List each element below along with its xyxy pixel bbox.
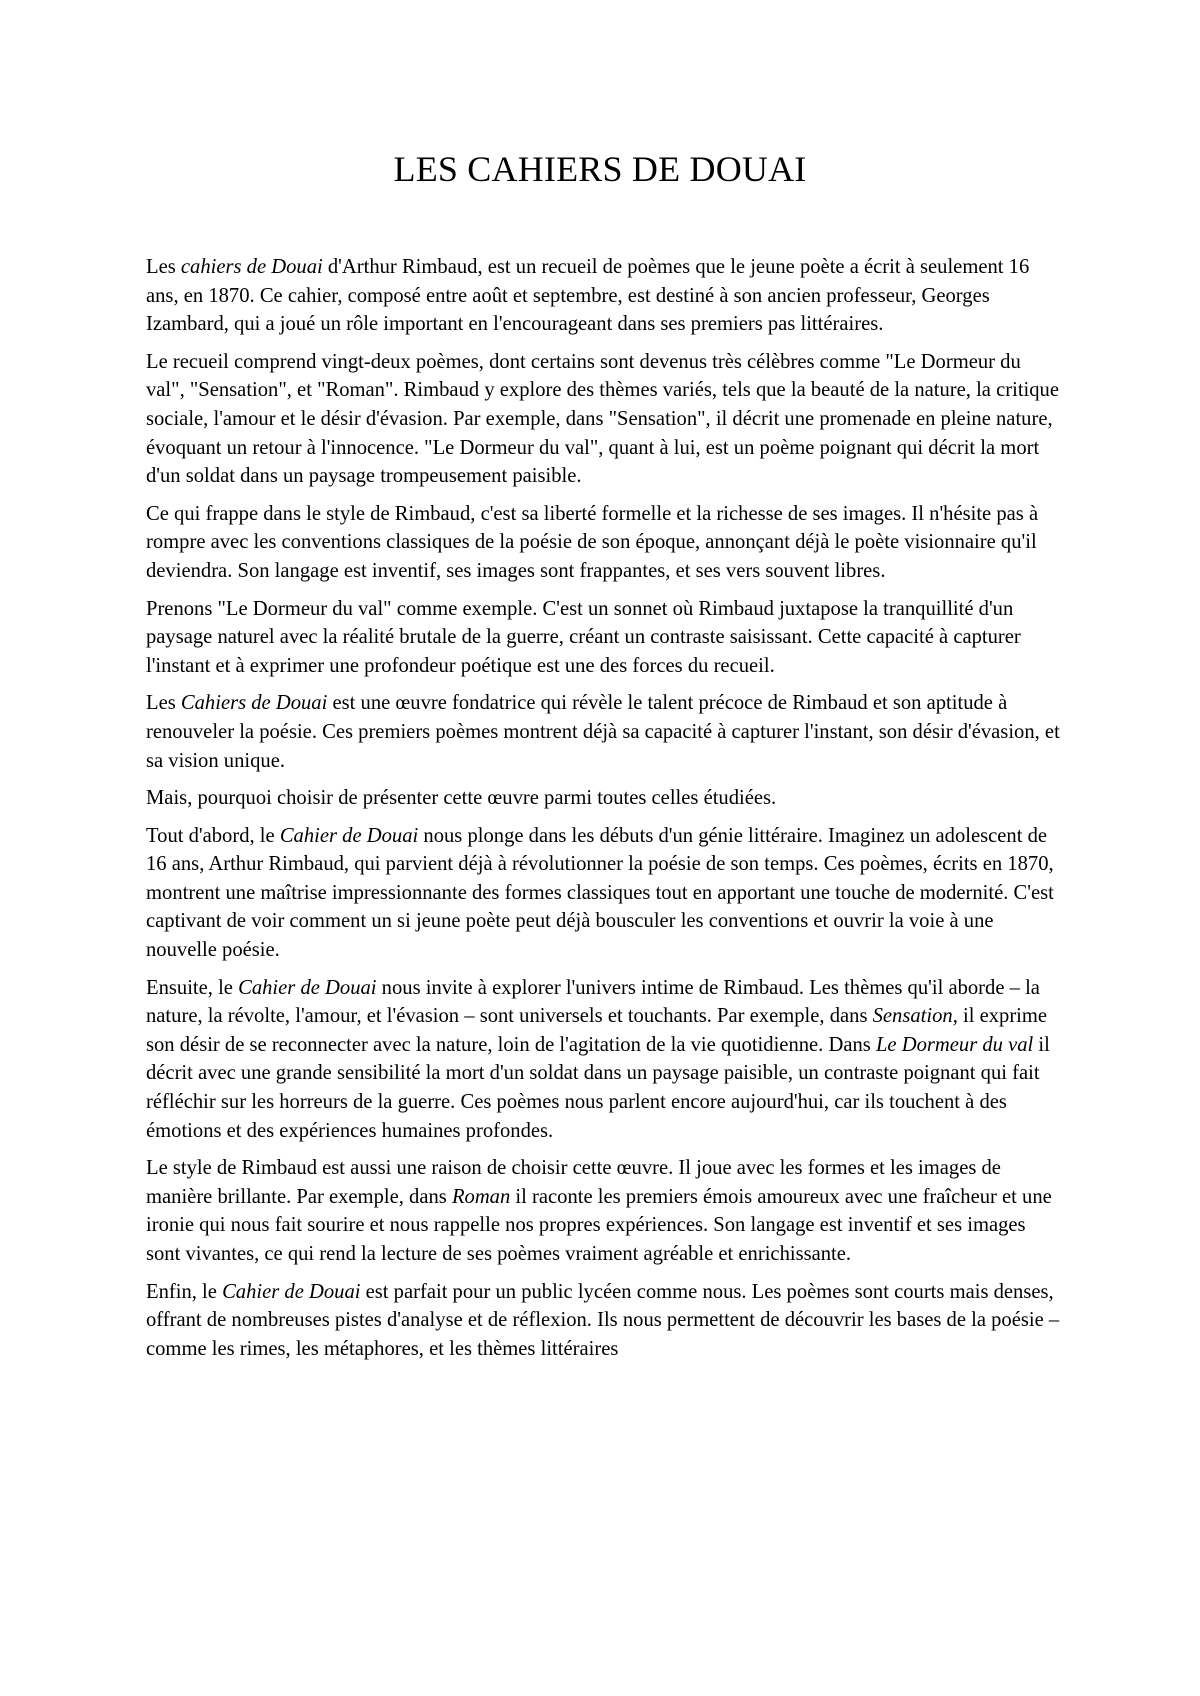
italic-title-text: Cahier de Douai: [222, 1280, 361, 1303]
body-paragraph: [146, 974, 1060, 1146]
paragraph-text: Mais, pourquoi choisir de présenter cette œuvre parmi toutes celles étudiées.: [146, 787, 777, 810]
italic-title-text: Sensation: [872, 1005, 953, 1028]
paragraph-text: Tout d'abord, le: [146, 824, 280, 847]
page-title: LES CAHIERS DE DOUAI: [393, 149, 807, 189]
paragraph-text: Le style de Rimbaud est aussi une raison de choisir cette œuvre. Il joue avec les formes et les images de manière brillante. Par exemple, dans: [146, 1157, 1001, 1208]
body-paragraph: [146, 348, 1060, 491]
body-paragraph: [146, 822, 1060, 965]
paragraph-text: Le recueil comprend vingt-deux poèmes, dont certains sont devenus très célèbres comme "Le Dormeur du val", "Sensation", et "Roman". Rimbaud y explore des thèmes variés, tels que la beauté de la nature, la critique sociale, l'amour et le désir d'évasion. Par exemple, dans "Sensation", il décrit une promenade en pleine nature, évoquant un retour à l'innocence. "Le Dormeur du val", quant à lui, est un poème poignant qui décrit la mort d'un soldat dans un paysage trompeusement paisible.: [146, 350, 1059, 488]
paragraph-text: d'Arthur Rimbaud, est un recueil de poèmes que le jeune poète a écrit à seulement 16 ans, en 1870. Ce cahier, composé entre août et septembre, est destiné à son ancien professeur, Georges Izambard, qui a joué un rôle important en l'encourageant dans ses premiers pas littéraires.: [146, 256, 1030, 336]
body-paragraph: [146, 253, 1060, 339]
paragraph-text: nous invite à explorer l'univers intime de Rimbaud. Les thèmes qu'il aborde – la nature, la révolte, l'amour, et l'évasion – sont universels et touchants. Par exemple, dans: [146, 976, 1040, 1028]
paragraph-text: Ce qui frappe dans le style de Rimbaud, c'est sa liberté formelle et la richesse de ses images. Il n'hésite pas à rompre avec les conventions classiques de la poésie de son époque, annonçant déjà le poète visionnaire qu'il deviendra. Son langage est inventif, ses images sont frappantes, et ses vers souvent libres.: [146, 502, 1039, 582]
document-body: [146, 253, 1060, 1372]
paragraph-text: est une œuvre fondatrice qui révèle le talent précoce de Rimbaud et son aptitude à renouveler la poésie. Ces premiers poèmes montrent déjà sa capacité à capturer l'instant, son désir d'évasion, et sa vision unique.: [146, 692, 1060, 772]
paragraph-text: Ensuite, le: [146, 976, 239, 999]
italic-title-text: Cahier de Douai: [279, 824, 419, 847]
body-paragraph: [146, 784, 1060, 813]
paragraph-text: Enfin, le: [146, 1280, 223, 1303]
italic-title-text: Le Dormeur du val: [875, 1033, 1034, 1056]
body-paragraph: [146, 689, 1060, 775]
italic-title-text: Roman: [451, 1185, 511, 1208]
paragraph-text: Les: [146, 692, 181, 715]
paragraph-text: il décrit avec une grande sensibilité la mort d'un soldat dans un paysage paisible, un contraste poignant qui fait réfléchir sur les horreurs de la guerre. Ces poèmes nous parlent encore aujourd'hui, car ils touchent à des émotions et des expériences humaines profondes.: [146, 1033, 1050, 1142]
italic-title-text: Cahiers de Douai: [180, 692, 328, 715]
paragraph-text: nous plonge dans les débuts d'un génie littéraire. Imaginez un adolescent de 16 ans, Arthur Rimbaud, qui parvient déjà à révolutionner la poésie de son temps. Ces poèmes, écrits en 1870, montrent une maîtrise impressionnante des formes classiques tout en apportant une touche de modernité. C'est captivant de voir comment un si jeune poète peut déjà bousculer les conventions et ouvrir la voie à une nouvelle poésie.: [146, 824, 1054, 962]
paragraph-text: est parfait pour un public lycéen comme nous. Les poèmes sont courts mais denses, offrant de nombreuses pistes d'analyse et de réflexion. Ils nous permettent de découvrir les bases de la poésie – comme les rimes, les métaphores, et les thèmes littéraires: [146, 1280, 1060, 1360]
body-paragraph: [146, 1278, 1060, 1364]
italic-title-text: Cahier de Douai: [238, 976, 377, 999]
body-paragraph: [146, 500, 1060, 586]
paragraph-text: il raconte les premiers émois amoureux avec une fraîcheur et une ironie qui nous fait sourire et nous rappelle nos propres expériences. Son langage est inventif et ses images sont vivantes, ce qui rend la lecture de ses poèmes vraiment agréable et enrichissante.: [146, 1185, 1052, 1265]
body-paragraph: [146, 595, 1060, 681]
paragraph-text: , il exprime son désir de se reconnecter avec la nature, loin de l'agitation de la vie quotidienne. Dans: [146, 1005, 1048, 1056]
italic-title-text: cahiers de Douai: [180, 256, 323, 278]
body-paragraph: [146, 1154, 1060, 1268]
paragraph-text: Les: [146, 256, 181, 278]
paragraph-text: Prenons "Le Dormeur du val" comme exemple. C'est un sonnet où Rimbaud juxtapose la tranquillité d'un paysage naturel avec la réalité brutale de la guerre, créant un contraste saisissant. Cette capacité à capturer l'instant et à exprimer une profondeur poétique est une des forces du recueil.: [146, 597, 1021, 677]
